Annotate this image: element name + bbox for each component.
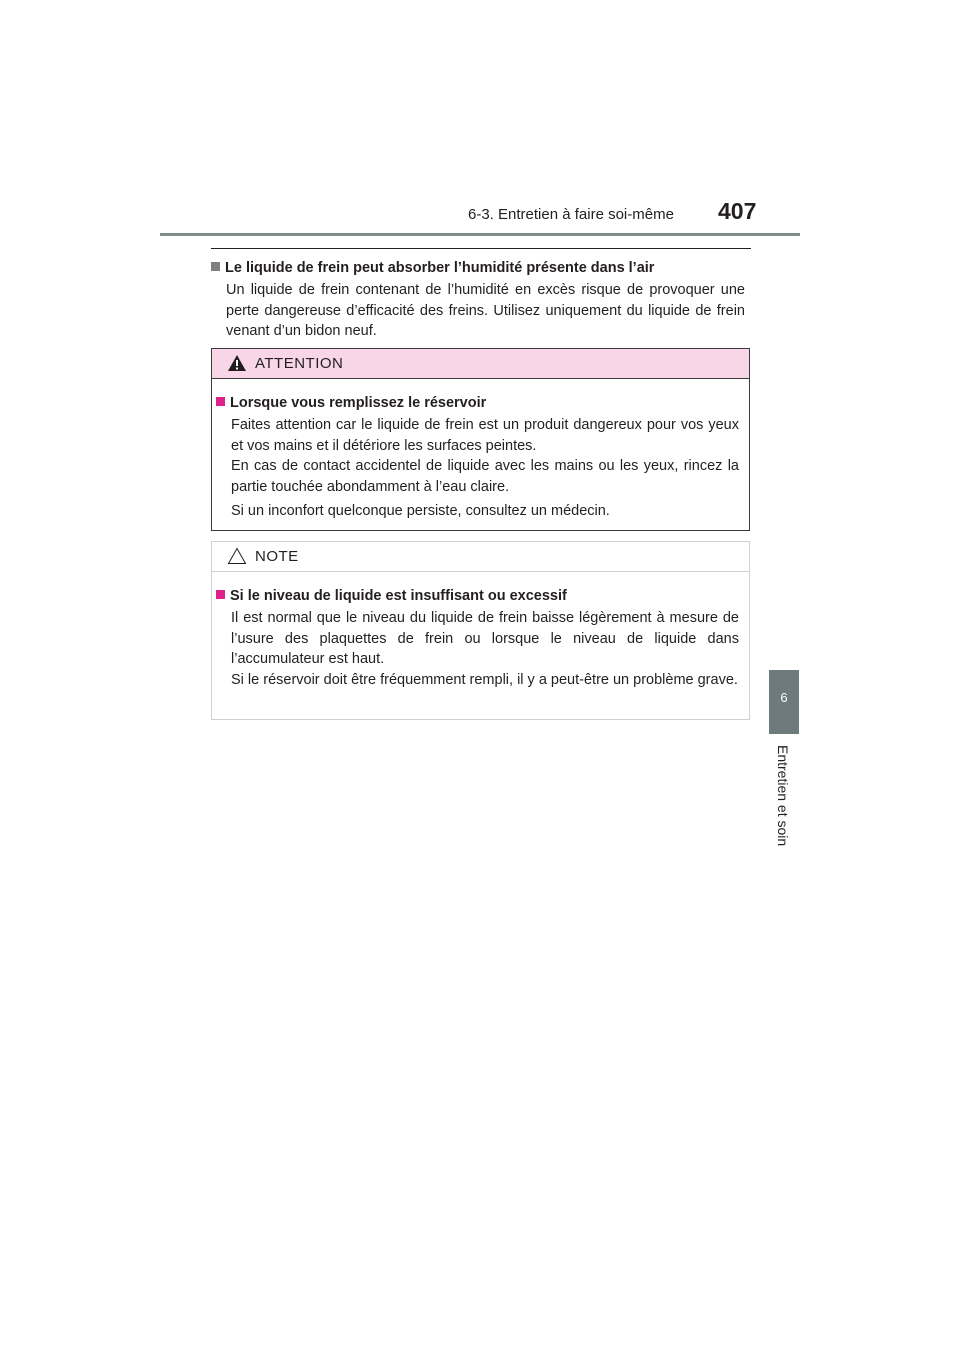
note-paragraph: Il est normal que le niveau du liquide de frein baisse légèrement à mesure de l’usure des plaquettes de frein ou lorsque le niveau de liquide dans l’accumulateur est haut.: [231, 610, 739, 667]
section-title: [211, 258, 745, 278]
section-brake-fluid-humidity: [211, 258, 745, 342]
chapter-tab-number: 6: [780, 690, 788, 705]
note-box-content: [212, 572, 749, 690]
page-number: 407: [718, 198, 757, 224]
attention-item-title: [216, 393, 739, 413]
pink-square-bullet-icon: [216, 590, 225, 599]
attention-paragraph: Faites attention car le liquide de frein est un produit dangereux pour vos yeux et vos mains et il détériore les surfaces peintes.: [231, 417, 739, 454]
note-label: NOTE: [255, 548, 299, 565]
chapter-tab-label: Entretien et soin: [775, 745, 791, 847]
attention-box-content: [212, 379, 749, 522]
content-top-rule: [211, 248, 751, 249]
attention-paragraph: En cas de contact accidentel de liquide avec les mains ou les yeux, rincez la partie touchée abondamment à l’eau claire.: [231, 458, 739, 495]
note-item-body: [231, 608, 739, 690]
attention-label: ATTENTION: [255, 355, 344, 372]
grey-square-bullet-icon: [211, 262, 220, 271]
note-box: [211, 541, 750, 720]
note-item-title: [216, 586, 739, 606]
attention-box: [211, 348, 750, 531]
header-section-title: 6-3. Entretien à faire soi-même: [468, 206, 674, 223]
section-paragraph: Un liquide de frein contenant de l’humidité en excès risque de provoquer une perte dangereuse d’efficacité des freins. Utilisez uniquement du liquide de frein venant d’un bidon neuf.: [226, 282, 745, 339]
attention-box-header: [212, 349, 749, 379]
note-box-header: [212, 542, 749, 572]
attention-item-body: [231, 415, 739, 522]
warning-triangle-outline-icon: [227, 547, 247, 565]
note-item-title-text: Si le niveau de liquide est insuffisant ou excessif: [230, 588, 567, 604]
warning-triangle-filled-icon: [227, 354, 247, 372]
note-paragraph: Si le réservoir doit être fréquemment rempli, il y a peut-être un problème grave.: [231, 671, 738, 688]
attention-paragraph: Si un inconfort quelconque persiste, consultez un médecin.: [231, 503, 610, 519]
section-body: [226, 280, 745, 342]
pink-square-bullet-icon: [216, 397, 225, 406]
section-title-text: Le liquide de frein peut absorber l’humidité présente dans l’air: [225, 260, 655, 276]
attention-item-title-text: Lorsque vous remplissez le réservoir: [230, 395, 487, 411]
header-rule: [160, 233, 800, 236]
